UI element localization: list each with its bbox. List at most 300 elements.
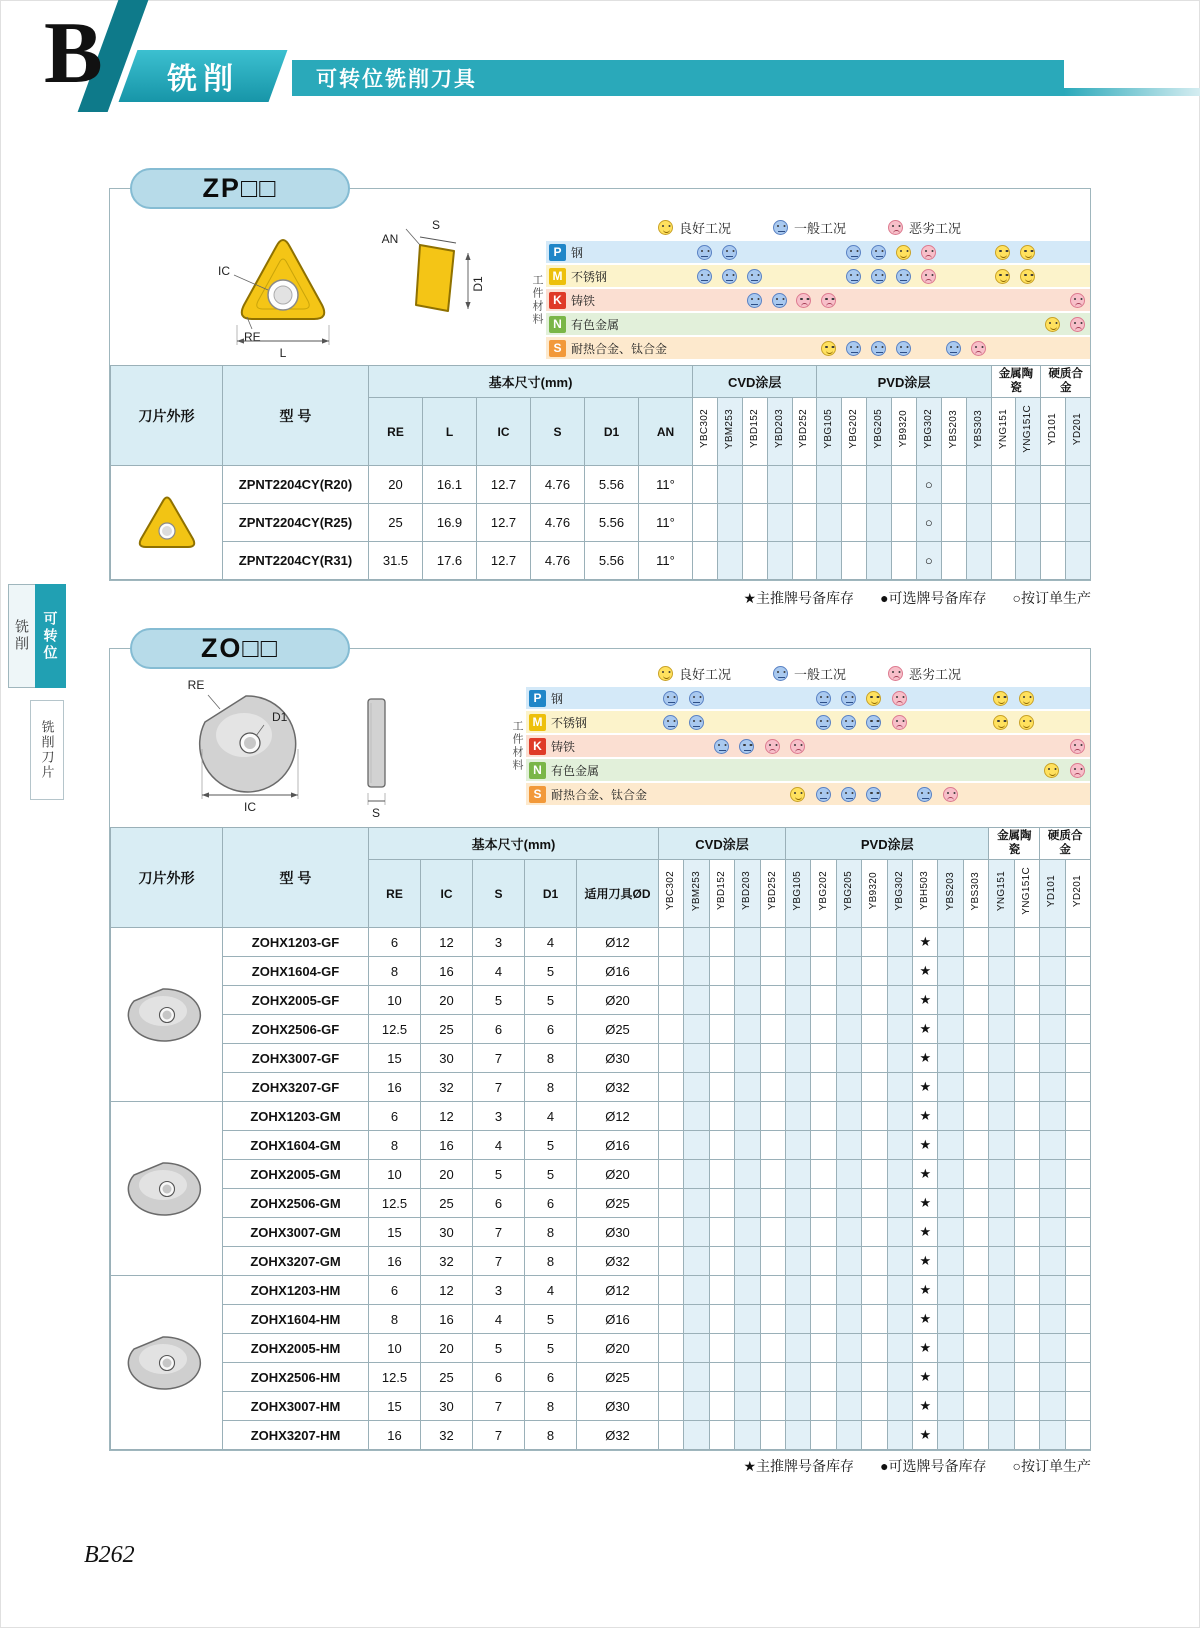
grade-group-header: PVD涂层 — [817, 366, 991, 398]
dim-value-cell: 7 — [473, 1073, 525, 1102]
face-fair-icon — [697, 245, 712, 260]
label-ic: IC — [244, 800, 256, 814]
model-cell: ZOHX1604-HM — [223, 1305, 369, 1334]
col-header-grade — [786, 860, 811, 928]
face-good-icon — [1019, 715, 1034, 730]
grade-mark-cell — [836, 986, 861, 1015]
grade-mark-cell — [867, 466, 892, 504]
grade-mark-cell — [963, 928, 989, 957]
material-label — [526, 762, 658, 779]
face-cell — [866, 691, 881, 706]
face-good-icon — [1020, 245, 1035, 260]
grade-mark-cell — [862, 1247, 887, 1276]
face-grid — [658, 759, 1090, 781]
face-poor-icon — [796, 293, 811, 308]
grade-mark-cell — [1014, 1305, 1039, 1334]
dim-value-cell: 16 — [421, 957, 473, 986]
grade-mark-cell — [989, 1276, 1014, 1305]
grade-mark-cell — [1066, 466, 1091, 504]
dim-value-cell: 5 — [473, 986, 525, 1015]
table-row — [111, 1363, 1091, 1392]
grade-mark-cell — [767, 504, 792, 542]
grade-mark-cell — [760, 1247, 785, 1276]
grade-mark-cell — [684, 1421, 709, 1450]
material-name: 钢 — [571, 245, 584, 260]
col-header-dim: RE — [369, 398, 423, 466]
dim-value-cell: 6 — [525, 1015, 577, 1044]
grade-mark-cell — [811, 1276, 836, 1305]
zo-insert-diagram — [160, 665, 510, 825]
model-cell: ZOHX1203-HM — [223, 1276, 369, 1305]
material-code-icon-S: S — [529, 786, 546, 803]
grade-name: YBG105 — [823, 409, 835, 449]
condition-legend — [658, 661, 1090, 685]
col-header-grade — [867, 398, 892, 466]
dim-value-cell: 8 — [369, 1305, 421, 1334]
grade-name: YBD152 — [748, 409, 760, 449]
grade-mark-cell: ★ — [913, 1305, 938, 1334]
grade-mark-cell — [1065, 1392, 1090, 1421]
grade-mark-cell — [659, 1363, 684, 1392]
face-fair-icon — [689, 691, 704, 706]
dim-value-cell: 7 — [473, 1392, 525, 1421]
grade-name: YBS203 — [944, 871, 956, 911]
grade-mark-cell — [717, 542, 742, 580]
dim-value-cell: 12 — [421, 1276, 473, 1305]
side-tab-milling-part — [8, 584, 35, 688]
col-header-grade — [760, 860, 785, 928]
grade-mark-cell — [792, 504, 817, 542]
grade-name: YD201 — [1072, 412, 1084, 446]
label-ic: IC — [218, 264, 230, 278]
grade-mark-cell — [836, 1392, 861, 1421]
grade-mark-cell — [963, 1247, 989, 1276]
grade-mark-cell — [887, 928, 912, 957]
face-fair-icon — [846, 245, 861, 260]
grade-mark-cell — [938, 1189, 963, 1218]
model-cell: ZPNT2204CY(R20) — [223, 466, 369, 504]
condition-label: 恶劣工况 — [909, 220, 962, 236]
grade-mark-cell — [1014, 1189, 1039, 1218]
dim-value-cell: 5 — [525, 986, 577, 1015]
dim-value-cell: Ø20 — [577, 986, 659, 1015]
dim-value-cell: Ø32 — [577, 1247, 659, 1276]
grade-mark-cell — [938, 1334, 963, 1363]
face-cell — [816, 715, 831, 730]
grade-mark-cell — [836, 1102, 861, 1131]
grade-group-header: CVD涂层 — [659, 828, 786, 860]
insert-shape-cell — [111, 1276, 223, 1450]
grade-mark-cell — [742, 542, 767, 580]
face-fair-icon — [917, 787, 932, 802]
grade-mark-cell: ★ — [913, 1102, 938, 1131]
material-row-S — [526, 783, 1090, 805]
table-row — [111, 1276, 1091, 1305]
face-good-icon — [658, 220, 673, 235]
grade-name: YBS303 — [972, 409, 984, 449]
zp-suitability-chart — [528, 215, 1090, 359]
face-cell — [689, 691, 704, 706]
col-header-grade — [1041, 398, 1066, 466]
grade-mark-cell — [709, 1247, 734, 1276]
side-tab-inserts-label: 铣削刀片 — [39, 720, 55, 780]
insert-image-disc — [121, 1332, 213, 1394]
face-cell — [663, 715, 678, 730]
grade-mark-cell — [862, 1160, 887, 1189]
dim-value-cell: 6 — [525, 1189, 577, 1218]
grade-mark-cell — [991, 542, 1016, 580]
grade-mark-cell — [963, 1363, 989, 1392]
grade-mark-cell — [1040, 1247, 1065, 1276]
grade-mark-cell — [760, 1276, 785, 1305]
model-cell: ZOHX3007-GM — [223, 1218, 369, 1247]
grade-mark-cell — [735, 1421, 760, 1450]
grade-mark-cell — [1065, 1160, 1090, 1189]
grade-mark-cell — [887, 1334, 912, 1363]
grade-mark-cell — [735, 1218, 760, 1247]
grade-mark-cell — [786, 1421, 811, 1450]
grade-mark-cell — [887, 1305, 912, 1334]
dim-value-cell: 31.5 — [369, 542, 423, 580]
grade-mark-cell — [1040, 1160, 1065, 1189]
grade-mark-cell — [963, 1334, 989, 1363]
label-l: L — [279, 346, 287, 360]
face-cell — [739, 739, 754, 754]
grade-mark-cell — [1040, 1073, 1065, 1102]
grade-mark-cell — [1014, 1392, 1039, 1421]
grade-mark-cell — [1040, 1189, 1065, 1218]
col-header-grade — [767, 398, 792, 466]
side-tab-milling-inserts[interactable] — [30, 700, 64, 800]
grade-mark-cell — [684, 1392, 709, 1421]
face-cell — [697, 269, 712, 284]
dim-value-cell: 12.5 — [369, 1189, 421, 1218]
face-grid — [658, 783, 1090, 805]
dim-value-cell: 8 — [369, 1131, 421, 1160]
grade-mark-cell — [1040, 1044, 1065, 1073]
dim-value-cell: 25 — [421, 1015, 473, 1044]
grade-mark-cell — [941, 504, 966, 542]
dim-value-cell: 12.5 — [369, 1015, 421, 1044]
grade-mark-cell: ★ — [913, 1044, 938, 1073]
face-poor-icon — [888, 220, 903, 235]
grade-mark-cell — [735, 1363, 760, 1392]
grade-group-header: 硬质合金 — [1040, 828, 1091, 860]
face-poor-icon — [821, 293, 836, 308]
grade-mark-cell — [684, 1131, 709, 1160]
grade-mark-cell — [892, 542, 917, 580]
grade-mark-cell — [760, 1363, 785, 1392]
model-cell: ZPNT2204CY(R25) — [223, 504, 369, 542]
header-category-label: 铣削 — [167, 63, 239, 96]
grade-mark-cell — [966, 466, 991, 504]
face-poor-icon — [888, 666, 903, 681]
dim-value-cell: Ø30 — [577, 1218, 659, 1247]
col-header-grade — [1040, 860, 1065, 928]
zp-insert-diagram — [168, 213, 518, 373]
grade-mark-cell — [1014, 1102, 1039, 1131]
grade-mark-cell — [735, 1015, 760, 1044]
grade-mark-cell — [1066, 542, 1091, 580]
dim-value-cell: 8 — [525, 1044, 577, 1073]
dim-value-cell: 6 — [369, 1102, 421, 1131]
grade-mark-cell — [709, 1334, 734, 1363]
grade-mark-cell — [836, 1044, 861, 1073]
face-grid — [658, 687, 1090, 709]
condition-label: 一般工况 — [794, 666, 847, 682]
model-cell: ZOHX2005-HM — [223, 1334, 369, 1363]
table-row — [111, 928, 1091, 957]
grade-mark-cell — [817, 466, 842, 504]
dim-value-cell: 32 — [421, 1421, 473, 1450]
dim-value-cell: 6 — [473, 1015, 525, 1044]
face-cell — [866, 715, 881, 730]
model-cell: ZOHX3007-HM — [223, 1392, 369, 1421]
dim-value-cell: 30 — [421, 1218, 473, 1247]
header-bar-tail — [1064, 88, 1200, 96]
grade-mark-cell — [709, 1421, 734, 1450]
model-cell: ZOHX2005-GF — [223, 986, 369, 1015]
grade-name: YB9320 — [868, 872, 880, 910]
dim-value-cell: 25 — [369, 504, 423, 542]
face-good-icon — [1019, 691, 1034, 706]
grade-name: YB9320 — [897, 410, 909, 448]
material-name: 不锈钢 — [551, 715, 588, 730]
grade-mark-cell — [811, 1015, 836, 1044]
col-header-dim: L — [423, 398, 477, 466]
grade-mark-cell — [842, 542, 867, 580]
grade-mark-cell — [811, 1421, 836, 1450]
side-tab-indexable-part — [35, 584, 66, 688]
col-header-grade — [684, 860, 709, 928]
grade-mark-cell — [709, 957, 734, 986]
availability-legend — [109, 588, 1091, 608]
table-row — [111, 1421, 1091, 1450]
face-fair-icon — [663, 715, 678, 730]
col-header-grade — [941, 398, 966, 466]
grade-mark-cell — [760, 1073, 785, 1102]
grade-mark-cell — [1041, 542, 1066, 580]
grade-mark-cell: ★ — [913, 1189, 938, 1218]
model-cell: ZOHX2506-GF — [223, 1015, 369, 1044]
grade-mark-cell — [1065, 1131, 1090, 1160]
grade-mark-cell — [786, 1044, 811, 1073]
grade-mark-cell — [862, 1421, 887, 1450]
grade-name: YNG151 — [997, 408, 1009, 450]
dim-value-cell: 25 — [421, 1189, 473, 1218]
grade-mark-cell — [887, 1015, 912, 1044]
table-row — [111, 1247, 1091, 1276]
grade-mark-cell — [684, 1073, 709, 1102]
grade-mark-cell — [989, 1421, 1014, 1450]
grade-mark-cell — [1014, 1073, 1039, 1102]
grade-name: YNG151C — [1021, 867, 1033, 915]
dim-value-cell: 10 — [369, 986, 421, 1015]
insert-image-trigon — [131, 493, 203, 553]
grade-mark-cell — [1065, 957, 1090, 986]
face-fair-icon — [816, 715, 831, 730]
face-cell — [841, 787, 856, 802]
grade-name: YBS203 — [947, 409, 959, 449]
grade-mark-cell — [1040, 1131, 1065, 1160]
grade-name: YBG105 — [792, 871, 804, 911]
col-header-grade — [709, 860, 734, 928]
face-fair-icon — [871, 245, 886, 260]
dim-value-cell: 6 — [473, 1189, 525, 1218]
col-header-grade — [991, 398, 1016, 466]
table-row — [111, 1131, 1091, 1160]
side-tab-indexable-milling[interactable] — [8, 584, 66, 688]
dim-value-cell: 25 — [421, 1363, 473, 1392]
grade-mark-cell — [1014, 986, 1039, 1015]
dim-value-cell: 12.7 — [477, 504, 531, 542]
face-good-icon — [993, 691, 1008, 706]
face-cell — [722, 245, 737, 260]
dim-value-cell: 12.7 — [477, 466, 531, 504]
grade-mark-cell — [892, 504, 917, 542]
face-cell — [790, 739, 805, 754]
dim-value-cell: 10 — [369, 1334, 421, 1363]
grade-mark-cell — [1065, 986, 1090, 1015]
face-fair-icon — [747, 293, 762, 308]
face-cell — [1019, 715, 1034, 730]
face-cell — [995, 269, 1010, 284]
grade-mark-cell — [659, 1160, 684, 1189]
face-poor-icon — [1070, 317, 1085, 332]
grade-mark-cell — [786, 1131, 811, 1160]
grade-mark-cell — [659, 1102, 684, 1131]
grade-mark-cell — [887, 1073, 912, 1102]
material-label — [546, 268, 692, 285]
grade-mark-cell — [684, 1015, 709, 1044]
grade-mark-cell — [659, 1015, 684, 1044]
availability-legend — [109, 1456, 1091, 1476]
face-good-icon — [1020, 269, 1035, 284]
grade-name: YBG302 — [922, 409, 934, 449]
grade-group-header: CVD涂层 — [693, 366, 817, 398]
chart-body — [508, 687, 1090, 805]
grade-name: YBG302 — [893, 871, 905, 911]
grade-mark-cell — [659, 1044, 684, 1073]
face-cell — [722, 269, 737, 284]
dim-value-cell: 32 — [421, 1073, 473, 1102]
table-row — [111, 542, 1091, 580]
face-cell — [821, 341, 836, 356]
label-d1: D1 — [272, 710, 288, 724]
grade-mark-cell — [786, 1189, 811, 1218]
col-header-model: 型 号 — [223, 366, 369, 466]
grade-mark-cell — [938, 1073, 963, 1102]
model-cell: ZOHX3007-GF — [223, 1044, 369, 1073]
face-fair-icon — [722, 269, 737, 284]
grade-mark-cell — [989, 1218, 1014, 1247]
grade-mark-cell — [1065, 1363, 1090, 1392]
grade-mark-cell: ★ — [913, 1421, 938, 1450]
label-re: RE — [244, 330, 261, 344]
face-fair-icon — [747, 269, 762, 284]
grade-mark-cell — [709, 1044, 734, 1073]
grade-mark-cell — [1016, 466, 1041, 504]
grade-mark-cell — [938, 1421, 963, 1450]
face-cell — [1045, 317, 1060, 332]
grade-mark-cell: ★ — [913, 1247, 938, 1276]
grade-mark-cell — [862, 1073, 887, 1102]
grade-mark-cell — [1014, 1363, 1039, 1392]
face-fair-icon — [896, 269, 911, 284]
face-cell — [1070, 739, 1085, 754]
grade-mark-cell — [786, 1276, 811, 1305]
grade-mark-cell — [862, 1305, 887, 1334]
face-cell — [892, 715, 907, 730]
grade-mark-cell — [760, 928, 785, 957]
face-grid — [692, 337, 1090, 359]
face-cell — [1019, 691, 1034, 706]
grade-name: YNG151C — [1022, 405, 1034, 453]
grade-mark-cell — [786, 1102, 811, 1131]
grade-mark-cell — [1014, 1131, 1039, 1160]
grade-mark-cell — [1014, 1334, 1039, 1363]
face-poor-icon — [921, 269, 936, 284]
grade-mark-cell — [811, 1363, 836, 1392]
face-cell — [896, 245, 911, 260]
grade-mark-cell — [1014, 1421, 1039, 1450]
grade-mark-cell — [811, 928, 836, 957]
face-cell — [1020, 245, 1035, 260]
grade-mark-cell — [786, 1247, 811, 1276]
grade-mark-cell — [887, 1218, 912, 1247]
grade-mark-cell — [659, 1305, 684, 1334]
dim-value-cell: 4 — [525, 928, 577, 957]
chart-body — [528, 241, 1090, 359]
dim-value-cell: 8 — [525, 1421, 577, 1450]
grade-mark-cell — [836, 1015, 861, 1044]
col-header-grade — [811, 860, 836, 928]
grade-mark-cell — [836, 1421, 861, 1450]
grade-mark-cell — [1065, 1044, 1090, 1073]
grade-mark-cell — [887, 1247, 912, 1276]
grade-mark-cell — [836, 1189, 861, 1218]
grade-mark-cell — [659, 1247, 684, 1276]
grade-mark-cell — [659, 1276, 684, 1305]
dim-value-cell: 11° — [639, 542, 693, 580]
grade-mark-cell — [1041, 466, 1066, 504]
grade-mark-cell — [892, 466, 917, 504]
grade-mark-cell — [786, 1160, 811, 1189]
grade-mark-cell — [887, 957, 912, 986]
dim-value-cell: 15 — [369, 1392, 421, 1421]
col-header-dim: D1 — [585, 398, 639, 466]
dim-value-cell: 5 — [525, 1131, 577, 1160]
grade-mark-cell: ★ — [913, 1276, 938, 1305]
face-cell — [846, 269, 861, 284]
dim-value-cell: 5.56 — [585, 466, 639, 504]
material-label — [526, 714, 658, 731]
dim-value-cell: 4.76 — [531, 504, 585, 542]
material-label — [546, 340, 692, 357]
dim-value-cell: 8 — [525, 1247, 577, 1276]
face-fair-icon — [871, 341, 886, 356]
grade-mark-cell — [991, 466, 1016, 504]
dim-value-cell: 16 — [421, 1305, 473, 1334]
grade-mark-cell — [989, 957, 1014, 986]
face-cell — [846, 245, 861, 260]
material-code-icon-S: S — [549, 340, 566, 357]
table-row — [111, 504, 1091, 542]
grade-mark-cell — [862, 1131, 887, 1160]
grade-mark-cell — [887, 1044, 912, 1073]
grade-group-header: PVD涂层 — [786, 828, 989, 860]
grade-mark-cell — [693, 542, 718, 580]
